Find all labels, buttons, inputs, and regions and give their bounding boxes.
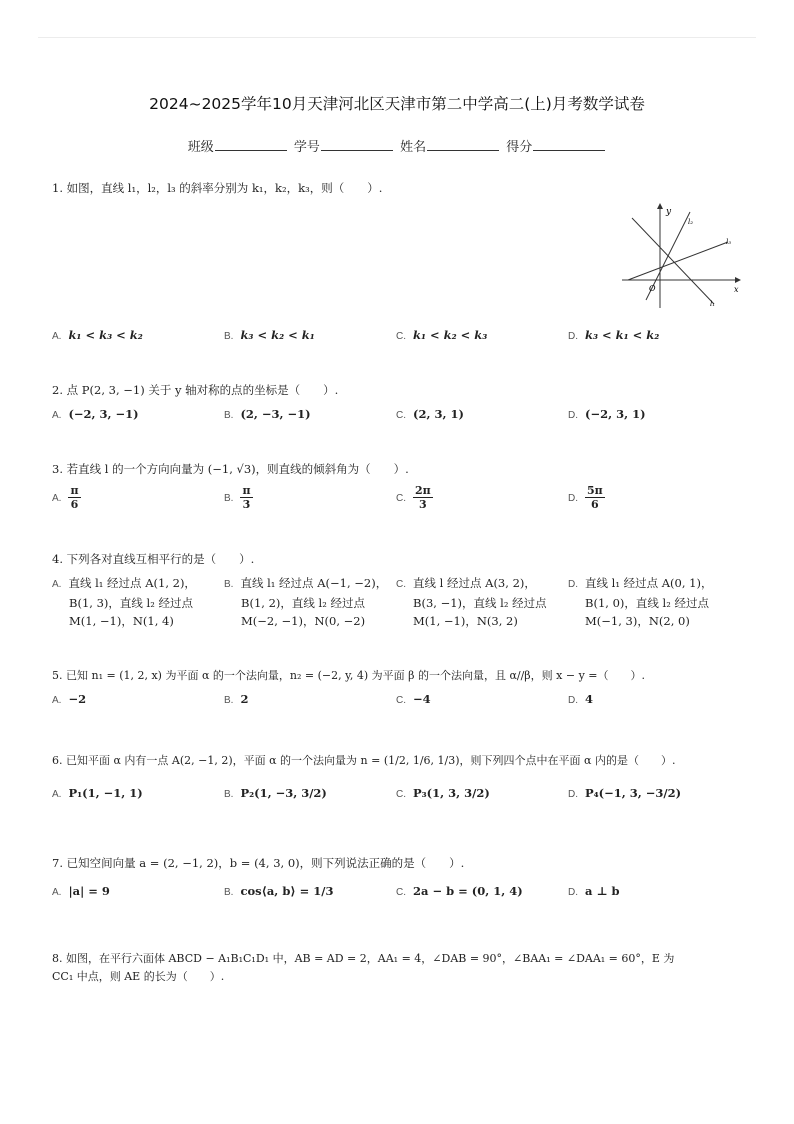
q2-option-a[interactable]: A. (−2, 3, −1) xyxy=(52,407,139,421)
q4-option-c[interactable]: C. 直线 l 经过点 A(3, 2)， B(3, −1)，直线 l₂ 经过点 M(1, −1)，N(3, 2) xyxy=(396,576,547,628)
q4-option-a[interactable]: A. 直线 l₁ 经过点 A(1, 2)， B(1, 3)，直线 l₂ 经过点 M(1, −1)，N(1, 4) xyxy=(52,576,196,628)
class-label: 班级 xyxy=(187,140,214,155)
x-label: x xyxy=(734,285,739,294)
q1-option-a[interactable]: A. k₁ < k₃ < k₂ xyxy=(52,328,143,342)
q4-option-b[interactable]: B. 直线 l₁ 经过点 A(−1, −2)， B(1, 2)，直线 l₂ 经过点 M(−2, −1)，N(0, −2) xyxy=(224,576,388,628)
q1-option-c[interactable]: C. k₁ < k₂ < k₃ xyxy=(396,328,488,342)
l3-label: l₃ xyxy=(726,238,732,246)
q2-option-d[interactable]: D. (−2, 3, 1) xyxy=(568,407,646,421)
q6-option-d[interactable]: D. P₄(−1, 3, −3/2) xyxy=(568,786,682,800)
question-6-stem: 6. 已知平面 α 内有一点 A(2, −1, 2)，平面 α 的一个法向量为 n = (1/2, 1/6, 1/3)，则下列四个点中在平面 α 内的是（ ）. xyxy=(52,754,676,767)
score-blank[interactable] xyxy=(533,138,605,151)
q1-option-b[interactable]: B. k₃ < k₂ < k₁ xyxy=(224,328,315,342)
class-blank[interactable] xyxy=(215,138,287,151)
q3-option-a[interactable]: A. $\frac{\pi}{6}$ xyxy=(52,484,79,511)
l2-label: l₂ xyxy=(688,218,694,226)
question-8-stem: 8. 如图，在平行六面体 ABCD − A₁B₁C₁D₁ 中，AB = AD = 2，AA₁ = 4，∠DAB = 90°，∠BAA₁ = ∠DAA₁ = 60°，E 为 xyxy=(52,952,675,965)
q6-option-b[interactable]: B. P₂(1, −3, 3/2) xyxy=(224,786,327,800)
question-8-stem-cont: CC₁ 中点，则 AE 的长为（ ）. xyxy=(52,970,225,983)
question-5-stem: 5. 已知 n₁ = (1, 2, x) 为平面 α 的一个法向量，n₂ = (−2, y, 4) 为平面 β 的一个法向量，且 α//β，则 x − y =（ ）. xyxy=(52,669,645,682)
origin-label: O xyxy=(649,284,656,293)
line-l1 xyxy=(632,218,714,304)
page-title: 2024~2025学年10月天津河北区天津市第二中学高二(上)月考数学试卷 xyxy=(149,95,645,113)
q4-option-d[interactable]: D. 直线 l₁ 经过点 A(0, 1)， B(1, 0)，直线 l₂ 经过点 M(−1, 3)，N(2, 0) xyxy=(568,576,713,628)
id-label: 学号 xyxy=(293,140,320,155)
question-4-stem: 4. 下列各对直线互相平行的是（ ）. xyxy=(52,552,255,566)
name-label: 姓名 xyxy=(400,140,427,155)
q7-option-b[interactable]: B. cos⟨a, b⟩ = 1/3 xyxy=(224,884,334,898)
y-label: y xyxy=(666,207,672,217)
q5-option-c[interactable]: C. −4 xyxy=(396,692,431,706)
l1-label: l₁ xyxy=(710,300,716,308)
q6-option-c[interactable]: C. P₃(1, 3, 3/2) xyxy=(396,786,490,800)
question-3-stem: 3. 若直线 l 的一个方向向量为 (−1, √3)，则直线的倾斜角为（ ）. xyxy=(52,462,409,476)
q7-option-a[interactable]: A. |a| = 9 xyxy=(52,884,110,898)
q2-option-b[interactable]: B. (2, −3, −1) xyxy=(224,407,311,421)
top-divider xyxy=(38,37,756,38)
line-l3 xyxy=(628,242,728,280)
score-label: 得分 xyxy=(506,140,533,155)
id-blank[interactable] xyxy=(321,138,393,151)
figure-lines-graph xyxy=(618,200,746,312)
q7-option-d[interactable]: D. a ⊥ b xyxy=(568,884,620,898)
question-7-stem: 7. 已知空间向量 a = (2, −1, 2)，b = (4, 3, 0)，则下列说法正确的是（ ）. xyxy=(52,856,465,870)
q3-option-b[interactable]: B. $\frac{\pi}{3}$ xyxy=(224,484,251,511)
q1-option-d[interactable]: D. k₃ < k₁ < k₂ xyxy=(568,328,660,342)
q2-option-c[interactable]: C. (2, 3, 1) xyxy=(396,407,464,421)
q7-option-c[interactable]: C. 2a − b = (0, 1, 4) xyxy=(396,884,523,898)
student-info-line xyxy=(0,136,794,155)
question-1-stem: 1. 如图，直线 l₁，l₂，l₃ 的斜率分别为 k₁，k₂，k₃，则（ ）. xyxy=(52,181,383,195)
q5-option-b[interactable]: B. 2 xyxy=(224,692,249,706)
q6-option-a[interactable]: A. P₁(1, −1, 1) xyxy=(52,786,143,800)
q3-option-c[interactable]: C. $\frac{2\pi}{3}$ xyxy=(396,484,431,511)
q5-option-d[interactable]: D. 4 xyxy=(568,692,594,706)
q5-option-a[interactable]: A. −2 xyxy=(52,692,87,706)
q3-option-d[interactable]: D. $\frac{5\pi}{6}$ xyxy=(568,484,603,511)
name-blank[interactable] xyxy=(427,138,499,151)
question-2-stem: 2. 点 P(2, 3, −1) 关于 y 轴对称的点的坐标是（ ）. xyxy=(52,383,339,397)
